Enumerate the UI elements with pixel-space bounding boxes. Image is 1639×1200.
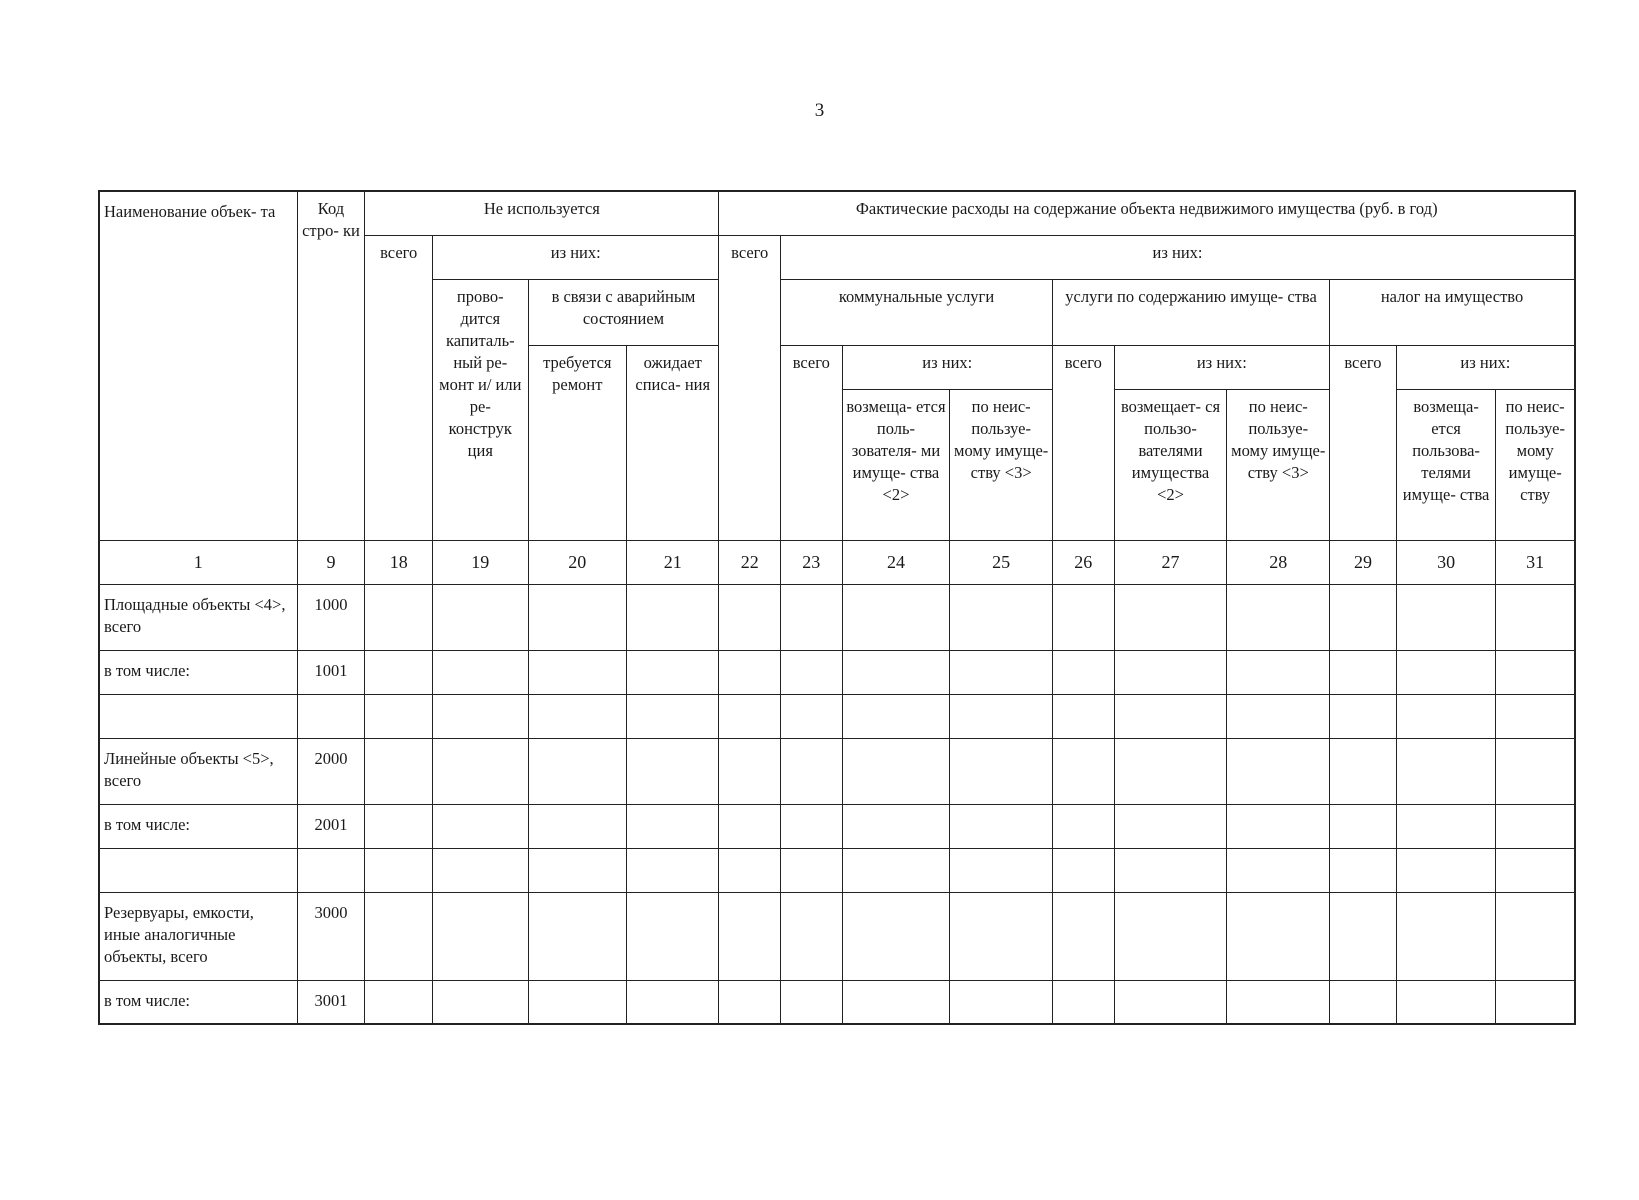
column-header-tax-total: всего: [1330, 345, 1397, 540]
empty-data-cell: [433, 848, 528, 892]
empty-data-cell: [1396, 892, 1496, 980]
empty-data-cell: [1496, 804, 1575, 848]
empty-data-cell: [842, 694, 950, 738]
column-header-maintenance-reimbursed: возмещает- ся пользо- вателями имущества <2>: [1114, 389, 1227, 540]
empty-data-cell: [365, 738, 433, 804]
empty-data-cell: [528, 848, 627, 892]
empty-data-cell: [1227, 694, 1330, 738]
empty-data-cell: [842, 848, 950, 892]
empty-data-cell: [1227, 804, 1330, 848]
empty-data-cell: [528, 980, 627, 1024]
empty-data-cell: [433, 892, 528, 980]
empty-data-cell: [365, 848, 433, 892]
empty-data-cell: [1396, 694, 1496, 738]
table-row: [99, 738, 1575, 804]
column-header-not-used-total: всего: [365, 235, 433, 540]
group-header-tax-of-them: из них:: [1396, 345, 1575, 389]
empty-data-cell: [950, 804, 1053, 848]
column-number: 19: [433, 540, 528, 584]
group-header-not-used: Не используется: [365, 191, 719, 235]
empty-data-cell: [627, 738, 719, 804]
column-header-utilities-unused: по неис- пользуе- мому имуще- ству <3>: [950, 389, 1053, 540]
empty-data-cell: [781, 694, 843, 738]
group-header-utilities-of-them: из них:: [842, 345, 1052, 389]
empty-data-cell: [433, 584, 528, 650]
row-code-cell: 2000: [297, 738, 365, 804]
column-header-tax-unused: по неис- пользуе- мому имуще- ству: [1496, 389, 1575, 540]
row-name-cell: в том числе:: [99, 980, 297, 1024]
empty-data-cell: [1330, 584, 1397, 650]
row-code-cell: 3000: [297, 892, 365, 980]
column-header-name: Наименование объек- та: [99, 191, 297, 540]
column-header-costs-total: всего: [719, 235, 781, 540]
empty-data-cell: [950, 980, 1053, 1024]
column-number: 21: [627, 540, 719, 584]
column-header-utilities-total: всего: [781, 345, 843, 540]
empty-data-cell: [528, 738, 627, 804]
column-header-awaits-writeoff: ожидает списа- ния: [627, 345, 719, 540]
table-row: [99, 980, 1575, 1024]
empty-data-cell: [842, 892, 950, 980]
empty-data-cell: [433, 738, 528, 804]
column-number: 30: [1396, 540, 1496, 584]
row-name-cell: в том числе:: [99, 650, 297, 694]
empty-data-cell: [365, 980, 433, 1024]
empty-data-cell: [1496, 980, 1575, 1024]
column-number: 26: [1052, 540, 1114, 584]
column-number: 25: [950, 540, 1053, 584]
empty-data-cell: [528, 694, 627, 738]
empty-data-cell: [627, 804, 719, 848]
empty-data-cell: [1496, 848, 1575, 892]
empty-data-cell: [433, 980, 528, 1024]
column-number: 20: [528, 540, 627, 584]
empty-data-cell: [1227, 848, 1330, 892]
empty-data-cell: [1330, 804, 1397, 848]
empty-data-cell: [1227, 584, 1330, 650]
empty-data-cell: [1496, 584, 1575, 650]
empty-data-cell: [1052, 804, 1114, 848]
column-number: 31: [1496, 540, 1575, 584]
group-header-actual-costs: Фактические расходы на содержание объекта недвижимого имущества (руб. в год): [719, 191, 1575, 235]
empty-data-cell: [842, 980, 950, 1024]
table-row: [99, 650, 1575, 694]
empty-data-cell: [1052, 694, 1114, 738]
column-number: 28: [1227, 540, 1330, 584]
group-header-not-used-of-them: из них:: [433, 235, 719, 279]
column-number: 27: [1114, 540, 1227, 584]
table-row: [99, 694, 1575, 738]
row-code-cell: 3001: [297, 980, 365, 1024]
empty-data-cell: [1396, 804, 1496, 848]
column-numbers-row: [99, 540, 1575, 584]
empty-data-cell: [1396, 584, 1496, 650]
empty-data-cell: [433, 694, 528, 738]
empty-data-cell: [1114, 694, 1227, 738]
empty-data-cell: [1052, 584, 1114, 650]
empty-data-cell: [627, 892, 719, 980]
empty-data-cell: [365, 892, 433, 980]
empty-data-cell: [719, 694, 781, 738]
empty-data-cell: [1496, 694, 1575, 738]
group-header-utilities: коммунальные услуги: [781, 279, 1053, 345]
empty-data-cell: [781, 980, 843, 1024]
empty-data-cell: [1396, 738, 1496, 804]
column-header-maintenance-unused: по неис- пользуе- мому имуще- ству <3>: [1227, 389, 1330, 540]
column-header-maintenance-total: всего: [1052, 345, 1114, 540]
column-number: 23: [781, 540, 843, 584]
row-code-cell: 1001: [297, 650, 365, 694]
empty-data-cell: [1052, 980, 1114, 1024]
empty-data-cell: [627, 650, 719, 694]
table-row: [99, 848, 1575, 892]
table-row: [99, 892, 1575, 980]
empty-data-cell: [842, 804, 950, 848]
empty-data-cell: [627, 980, 719, 1024]
empty-data-cell: [1227, 980, 1330, 1024]
empty-data-cell: [1114, 584, 1227, 650]
empty-data-cell: [781, 848, 843, 892]
group-header-maintenance-of-them: из них:: [1114, 345, 1330, 389]
empty-data-cell: [528, 804, 627, 848]
empty-data-cell: [719, 848, 781, 892]
empty-data-cell: [528, 892, 627, 980]
empty-data-cell: [1330, 650, 1397, 694]
page-number: 3: [814, 100, 825, 121]
empty-data-cell: [842, 650, 950, 694]
empty-data-cell: [433, 804, 528, 848]
group-header-costs-of-them: из них:: [781, 235, 1576, 279]
empty-data-cell: [1052, 892, 1114, 980]
empty-data-cell: [1114, 892, 1227, 980]
group-header-property-tax: налог на имущество: [1330, 279, 1575, 345]
empty-data-cell: [1496, 650, 1575, 694]
empty-data-cell: [1052, 848, 1114, 892]
empty-data-cell: [1227, 892, 1330, 980]
empty-data-cell: [1114, 738, 1227, 804]
empty-data-cell: [719, 980, 781, 1024]
column-number: 24: [842, 540, 950, 584]
row-code-cell: 2001: [297, 804, 365, 848]
expense-report-table: [98, 190, 1576, 1025]
empty-data-cell: [950, 892, 1053, 980]
column-header-tax-reimbursed: возмеща- ется пользова- телями имуще- ства: [1396, 389, 1496, 540]
empty-data-cell: [781, 804, 843, 848]
column-header-code: Код стро- ки: [297, 191, 365, 540]
empty-data-cell: [1052, 650, 1114, 694]
empty-data-cell: [365, 694, 433, 738]
empty-data-cell: [365, 650, 433, 694]
column-header-utilities-reimbursed: возмеща- ется поль- зователя- ми имуще- ства <2>: [842, 389, 950, 540]
row-name-cell: [99, 694, 297, 738]
empty-data-cell: [1330, 848, 1397, 892]
empty-data-cell: [781, 738, 843, 804]
empty-data-cell: [950, 650, 1053, 694]
empty-data-cell: [1330, 980, 1397, 1024]
empty-data-cell: [950, 848, 1053, 892]
empty-data-cell: [1496, 738, 1575, 804]
empty-data-cell: [950, 584, 1053, 650]
empty-data-cell: [365, 584, 433, 650]
empty-data-cell: [1114, 848, 1227, 892]
empty-data-cell: [1396, 650, 1496, 694]
row-name-cell: [99, 848, 297, 892]
empty-data-cell: [528, 650, 627, 694]
row-code-cell: [297, 694, 365, 738]
empty-data-cell: [1114, 650, 1227, 694]
empty-data-cell: [1114, 804, 1227, 848]
column-number: 29: [1330, 540, 1397, 584]
empty-data-cell: [781, 584, 843, 650]
row-code-cell: [297, 848, 365, 892]
empty-data-cell: [433, 650, 528, 694]
empty-data-cell: [842, 738, 950, 804]
column-number: 1: [99, 540, 297, 584]
empty-data-cell: [719, 804, 781, 848]
column-number: 22: [719, 540, 781, 584]
empty-data-cell: [1052, 738, 1114, 804]
empty-data-cell: [528, 584, 627, 650]
empty-data-cell: [1227, 738, 1330, 804]
row-name-cell: Площадные объекты <4>, всего: [99, 584, 297, 650]
empty-data-cell: [627, 848, 719, 892]
table-row: [99, 804, 1575, 848]
row-name-cell: в том числе:: [99, 804, 297, 848]
group-header-emergency: в связи с аварийным состоянием: [528, 279, 719, 345]
empty-data-cell: [950, 738, 1053, 804]
empty-data-cell: [365, 804, 433, 848]
column-number: 9: [297, 540, 365, 584]
empty-data-cell: [719, 738, 781, 804]
empty-data-cell: [1396, 980, 1496, 1024]
column-header-capital-repair: прово- дится капиталь- ный ре- монт и/ или ре- конструк ция: [433, 279, 528, 540]
empty-data-cell: [1330, 892, 1397, 980]
row-code-cell: 1000: [297, 584, 365, 650]
column-number: 18: [365, 540, 433, 584]
empty-data-cell: [1330, 694, 1397, 738]
empty-data-cell: [950, 694, 1053, 738]
empty-data-cell: [1114, 980, 1227, 1024]
column-header-needs-repair: требуется ремонт: [528, 345, 627, 540]
empty-data-cell: [781, 892, 843, 980]
empty-data-cell: [627, 694, 719, 738]
empty-data-cell: [1496, 892, 1575, 980]
empty-data-cell: [781, 650, 843, 694]
empty-data-cell: [719, 584, 781, 650]
empty-data-cell: [627, 584, 719, 650]
empty-data-cell: [1227, 650, 1330, 694]
table-row: [99, 584, 1575, 650]
row-name-cell: Линейные объекты <5>, всего: [99, 738, 297, 804]
empty-data-cell: [719, 892, 781, 980]
empty-data-cell: [719, 650, 781, 694]
empty-data-cell: [1396, 848, 1496, 892]
empty-data-cell: [842, 584, 950, 650]
empty-data-cell: [1330, 738, 1397, 804]
group-header-maintenance: услуги по содержанию имуще- ства: [1052, 279, 1329, 345]
row-name-cell: Резервуары, емкости, иные аналогичные объекты, всего: [99, 892, 297, 980]
